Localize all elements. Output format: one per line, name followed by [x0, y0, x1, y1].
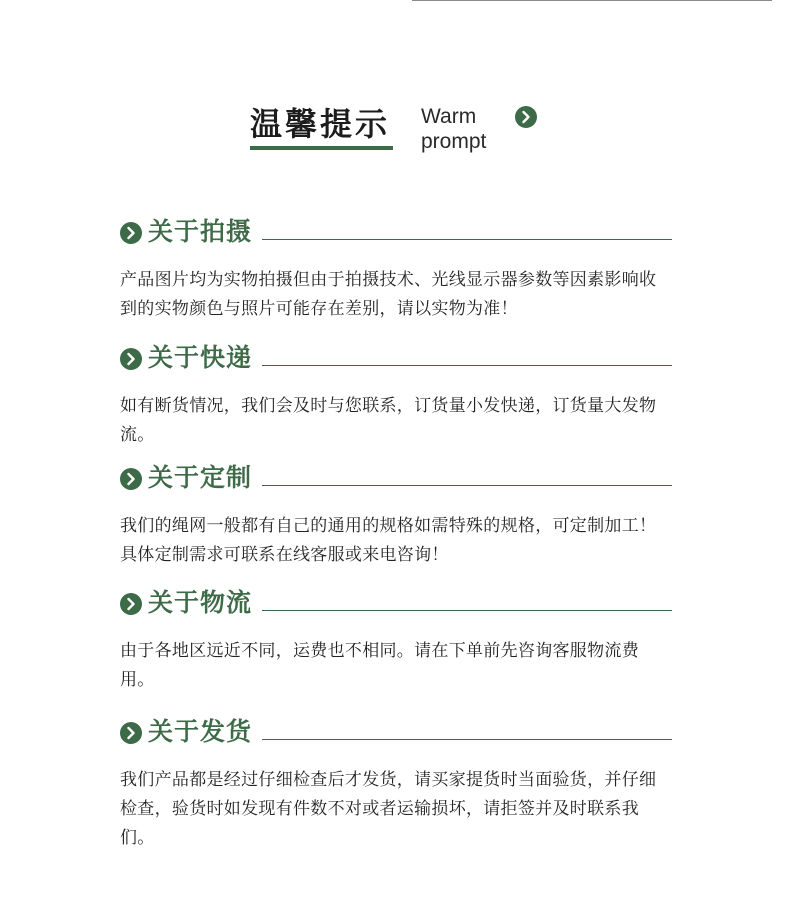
- chevron-right-circle-icon: [120, 222, 142, 244]
- chevron-right-circle-icon: [120, 348, 142, 370]
- section-divider: [262, 610, 672, 611]
- section-logistics: [120, 587, 672, 695]
- page-header: [250, 100, 550, 160]
- section-heading: [120, 587, 672, 621]
- section-divider: [262, 239, 672, 240]
- section-title: 关于定制: [148, 463, 253, 492]
- chevron-right-circle-icon: [515, 106, 537, 128]
- section-title: 关于拍摄: [148, 217, 253, 246]
- section-heading: [120, 216, 672, 250]
- chevron-right-circle-icon: [120, 593, 142, 615]
- section-divider: [262, 739, 672, 740]
- section-title: 关于发货: [148, 717, 253, 746]
- section-shipping: [120, 716, 672, 853]
- section-title: 关于快递: [148, 343, 253, 372]
- section-title: 关于物流: [148, 588, 253, 617]
- section-body: 我们产品都是经过仔细检查后才发货，请买家提货时当面验货，并仔细检查，验货时如发现有件数不对或者运输损坏，请拒签并及时联系我们。: [120, 770, 657, 848]
- section-divider: [262, 365, 672, 366]
- subtitle-line-2: prompt: [421, 130, 487, 153]
- chevron-right-circle-icon: [120, 468, 142, 490]
- section-body: 由于各地区远近不同，运费也不相同。请在下单前先咨询客服物流费用。: [120, 641, 639, 690]
- section-heading: [120, 342, 672, 376]
- section-shooting: [120, 216, 672, 324]
- page-title: 温馨提示: [250, 105, 391, 143]
- top-divider: [412, 0, 772, 1]
- section-body: 我们的绳网一般都有自己的通用的规格如需特殊的规格，可定制加工！具体定制需求可联系在线客服或来电咨询！: [120, 516, 657, 565]
- section-body: 如有断货情况，我们会及时与您联系，订货量小发快递，订货量大发物流。: [120, 396, 657, 445]
- section-express: [120, 342, 672, 450]
- chevron-right-circle-icon: [120, 722, 142, 744]
- section-heading: [120, 716, 672, 750]
- section-heading: [120, 462, 672, 496]
- page-subtitle: [421, 104, 486, 154]
- section-custom: [120, 462, 672, 570]
- section-body: 产品图片均为实物拍摄但由于拍摄技术、光线显示器参数等因素影响收到的实物颜色与照片可能存在差别，请以实物为准！: [120, 270, 657, 319]
- section-divider: [262, 485, 672, 486]
- title-underline: [250, 146, 393, 150]
- subtitle-line-1: Warm: [421, 105, 477, 128]
